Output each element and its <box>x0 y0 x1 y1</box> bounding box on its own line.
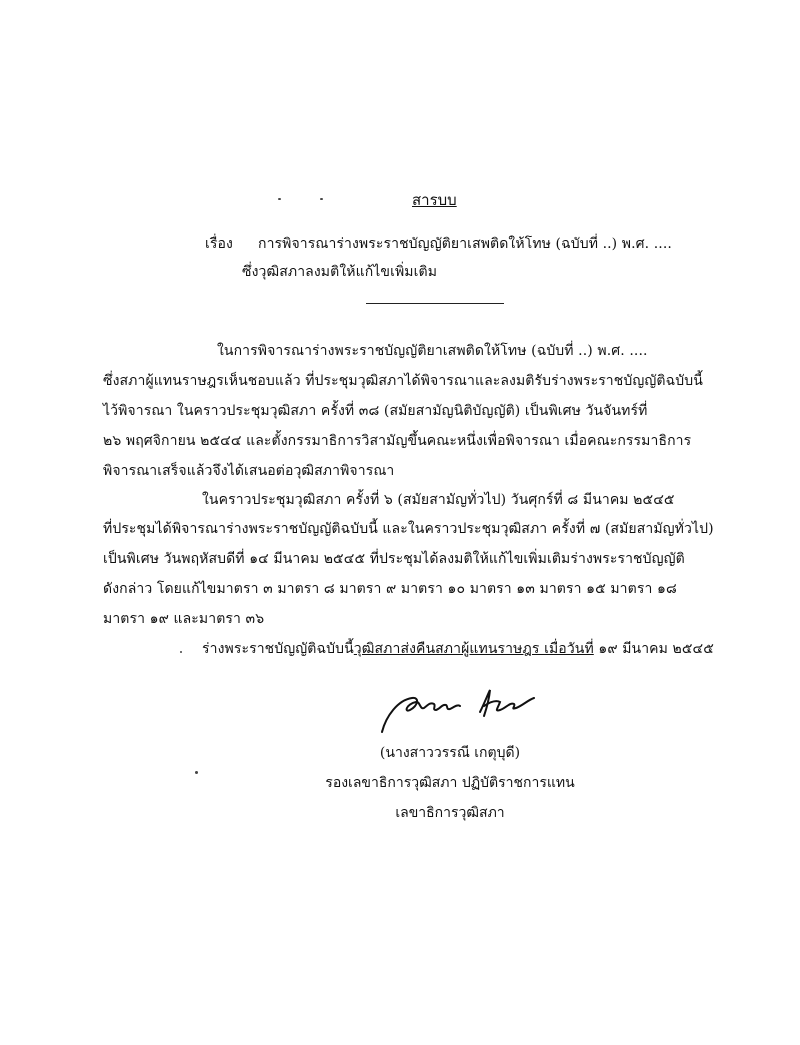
subject-line-1: การพิจารณาร่างพระราชบัญญัติยาเสพติดให้โทษ (ฉบับที่ ..) พ.ศ. .... <box>258 236 672 252</box>
document-title: สารบบ <box>412 191 457 209</box>
para2-line: ในคราวประชุมวุฒิสภา ครั้งที่ ๖ (สมัยสามัญทั่วไป) วันศุกร์ที่ ๘ มีนาคม ๒๕๔๕ <box>202 492 675 508</box>
subject-label: เรื่อง <box>205 236 233 252</box>
para3-underlined: วุฒิสภาส่งคืนสภาผู้แทนราษฎร เมื่อวันที่ <box>353 641 594 657</box>
para3-suffix: ๑๙ มีนาคม ๒๕๔๕ <box>593 641 714 657</box>
para1-line: ในการพิจารณาร่างพระราชบัญญัติยาเสพติดให้โทษ (ฉบับที่ ..) พ.ศ. .... <box>217 343 648 359</box>
para1-line: ๒๖ พฤศจิกายน ๒๕๔๔ และตั้งกรรมาธิการวิสามัญขึ้นคณะหนึ่งเพื่อพิจารณา เมื่อคณะกรรมาธิการ <box>103 433 692 449</box>
para1-line: ไว้พิจารณา ในคราวประชุมวุฒิสภา ครั้งที่ ๓๘ (สมัยสามัญนิติบัญญัติ) เป็นพิเศษ วันจันทร์ที่ <box>103 403 648 419</box>
signatory-office: เลขาธิการวุฒิสภา <box>395 805 505 821</box>
para1-line: ซึ่งสภาผู้แทนราษฎรเห็นชอบแล้ว ที่ประชุมวุฒิสภาได้พิจารณาและลงมติรับร่างพระราชบัญญัติฉบับนี้ <box>103 373 703 389</box>
handwritten-signature <box>376 686 546 738</box>
scan-speck <box>180 651 182 653</box>
divider <box>366 303 504 304</box>
para2-line: เป็นพิเศษ วันพฤหัสบดีที่ ๑๔ มีนาคม ๒๕๔๕ ที่ประชุมได้ลงมติให้แก้ไขเพิ่มเติมร่างพระราชบัญญัติ <box>103 551 685 567</box>
subject-line-2: ซึ่งวุฒิสภาลงมติให้แก้ไขเพิ่มเติม <box>242 264 438 280</box>
scan-speck <box>278 198 281 200</box>
para2-line: ที่ประชุมได้พิจารณาร่างพระราชบัญญัติฉบับนี้ และในคราวประชุมวุฒิสภา ครั้งที่ ๗ (สมัยสามัญทั่วไป) <box>103 521 714 537</box>
para3-prefix: ร่างพระราชบัญญัติฉบับนี้ <box>202 641 354 657</box>
para2-line: ดังกล่าว โดยแก้ไขมาตรา ๓ มาตรา ๘ มาตรา ๙ มาตรา ๑๐ มาตรา ๑๓ มาตรา ๑๕ มาตรา ๑๘ <box>103 581 677 597</box>
scan-speck <box>195 771 198 774</box>
para2-line: มาตรา ๑๙ และมาตรา ๓๖ <box>103 611 265 627</box>
para1-line: พิจารณาเสร็จแล้วจึงได้เสนอต่อวุฒิสภาพิจารณา <box>103 463 395 479</box>
signatory-name: (นางสาววรรณี เกตุบุดี) <box>379 745 521 761</box>
signatory-position: รองเลขาธิการวุฒิสภา ปฏิบัติราชการแทน <box>325 775 575 791</box>
para3-line <box>202 640 714 658</box>
scan-speck <box>320 198 323 200</box>
